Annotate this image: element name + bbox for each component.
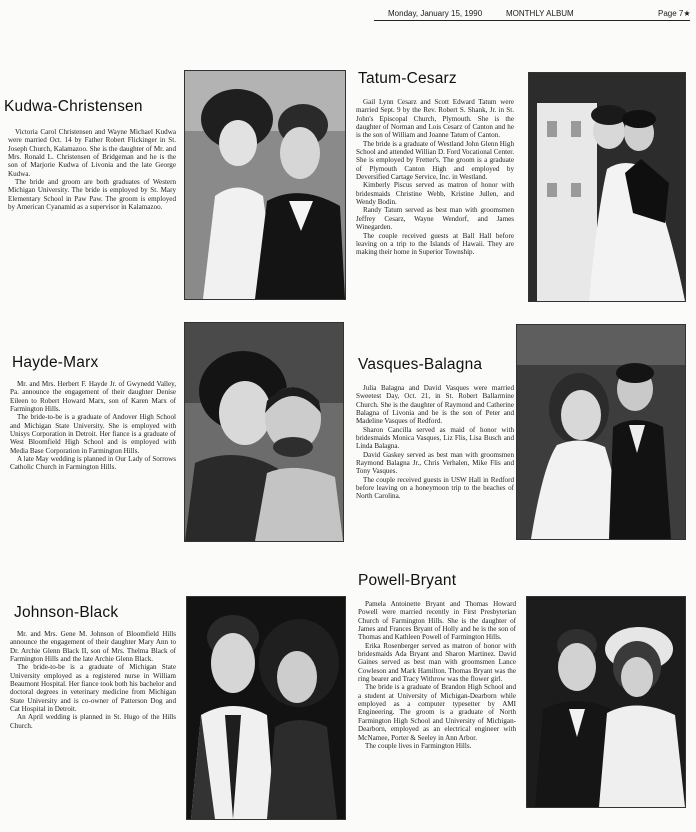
paragraph: The bride-to-be is a graduate of Michigan State University employed as a registered nurse in William Beaumont Hospital. Her fiance took both his bachelor and doctoral degrees in veterinary medicine from Michigan State University and is co-owner of Patterson Dog and Cat Hospital in Detroit. (10, 663, 176, 714)
paragraph: Kimberly Piscus served as matron of honor with bridesmaids Christine Webb, Kristine Jullen, and Wendy Bodin. (356, 181, 514, 207)
announcement-body-powell-bryant (358, 600, 516, 750)
paragraph: Sharon Cancilla served as maid of honor with bridesmaids Monica Vasques, Liz Flis, Lisa Busch and Linda Balagna. (356, 425, 514, 451)
paragraph: The bride is a graduate of Westland John Glenn High School and attended Willian D. Ford Vocational Center. She is employed by Fretter's. The groom is a graduate of Plymouth Canton High and employed by Deversified Cartage Service, Inc. in Westland. (356, 139, 514, 182)
announcement-body-tatum-cesarz (356, 98, 514, 257)
couple-photo-kudwa-christensen (184, 70, 346, 300)
header-rule (374, 20, 690, 21)
announcement-title-hayde-marx: Hayde-Marx (12, 354, 99, 371)
header-page-number: Page 7★ (658, 9, 691, 18)
paragraph: David Gaskey served as best man with groomsmen Raymond Balagna Jr., Chris Verhalen, Mike Flis and Tony Vasques. (356, 450, 514, 476)
paragraph: The couple received guests in USW Hall in Redford before leaving on a honeymoon trip to the beaches of North Carolina. (356, 475, 514, 501)
announcement-title-vasques-balagna: Vasques-Balagna (358, 356, 483, 373)
couple-photo-johnson-black (186, 596, 346, 820)
paragraph: The bride-to-be is a graduate of Andover High School and Michigan State University. She is employed with Unisys Corporation in Detroit. Her fiance is a graduate of West Bloomfield High School and is employed with Media Base Corporation in Farmington Hills. (10, 413, 176, 455)
paragraph: Mr. and Mrs. Herbert F. Hayde Jr. of Gwynedd Valley, Pa. announce the engagement of their daughter Denise Eileen to Robert Howard Marx, son of Karen Marx of Farmington Hills. (10, 380, 176, 414)
paragraph: The bride is a graduate of Brandon High School and a student at University of Michigan-Dearborn while employed as a computer typesetter by AMI Engineering. The groom is a graduate of North Farmington High School and University of Michigan-Dearborn, employed as an electrical engineer with McNamee, Porter & Seeley in Ann Arbor. (358, 683, 516, 742)
couple-photo-vasques-balagna (516, 324, 686, 540)
paragraph: Julia Balagna and David Vasques were married Sweetest Day, Oct. 21, in St. Robert Ballarmine Church. She is the daughter of Raymond and Catherine Balagna of Livonia and he is the son of Peter and Madeline Vasques of Redford. (356, 384, 514, 426)
paragraph: The couple lives in Farmington Hills. (365, 741, 472, 750)
paragraph: Pamela Antoinette Bryant and Thomas Howard Powell were married recently in First Presbyterian Church of Farmington Hills. She is the daughter of James and Frances Bryant of Holly and he is the son of Thomas and Kathleen Powell of Farmington Hills. (358, 600, 516, 642)
announcement-title-powell-bryant: Powell-Bryant (358, 572, 457, 589)
announcement-body-kudwa-christensen (8, 128, 176, 211)
header-section: MONTHLY ALBUM (506, 9, 574, 18)
announcement-body-hayde-marx (10, 380, 176, 472)
paragraph: Mr. and Mrs. Gene M. Johnson of Bloomfield Hills announce the engagement of their daughter Mary Ann to Dr. Archie Glenn Black II, son of Mrs. Thelma Black of Farmington Hills and the late Archie Glenn Black. (10, 630, 176, 664)
announcement-body-johnson-black (10, 630, 176, 730)
paragraph: The couple received guests at Ball Hall before leaving on a trip to the Islands of Hawaii. They are making their home in Superior Township. (356, 231, 514, 257)
paragraph: Erika Rosenberger served as matron of honor with bridesmaids Ada Bryant and Sharon Martinez. David Gaines served as best man with groomsmen Lance Cowleson and Mark Hamilton. Thomas Bryant was the ring bearer and Tracy Withrow was the flower girl. (358, 641, 516, 684)
couple-photo-hayde-marx (184, 322, 344, 542)
paragraph: An April wedding is planned in St. Hugo of the Hills Church. (10, 713, 176, 730)
announcement-title-kudwa-christensen: Kudwa-Christensen (4, 98, 143, 115)
announcement-title-johnson-black: Johnson-Black (14, 604, 119, 621)
couple-photo-powell-bryant (526, 596, 686, 808)
paragraph: Victoria Carol Christensen and Wayne Michael Kudwa were married Oct. 14 by Father Robert Flickinger in St. Joseph Church, Kalamazoo. She is the daughter of Mr. and Mrs. Ronald L. Christensen of Bridgeman and he is the son of Marjorie Kudwa of Livonia and the late George Kudwa. (8, 128, 176, 178)
header-date: Monday, January 15, 1990 (388, 9, 483, 18)
couple-photo-tatum-cesarz (528, 72, 686, 302)
announcement-title-tatum-cesarz: Tatum-Cesarz (358, 70, 457, 87)
paragraph: A late May wedding is planned in Our Lady of Sorrows Catholic Church in Farmington Hills. (10, 455, 176, 472)
paragraph: The bride and groom are both graduates of Western Michigan University. The bride is employed by St. Mary Elementary School in Paw Paw. The groom is employed by American Cyanamid as a supervisor in Kalamazoo. (8, 178, 176, 212)
announcement-body-vasques-balagna (356, 384, 514, 501)
paragraph: Randy Tatum served as best man with groomsmen Jeffrey Cesarz, Wayne Wendorf, and James Winegarden. (356, 206, 514, 232)
page-header (0, 7, 696, 21)
paragraph: Gail Lynn Cesarz and Scott Edward Tatum were married Sept. 9 by the Rev. Robert S. Shank, Jr. in St. John's Episcopal Church, Plymouth. She is the daughter of Norman and Lois Cesarz of Canton and he is the son of William and Joanne Tatum of Canton. (356, 98, 514, 140)
